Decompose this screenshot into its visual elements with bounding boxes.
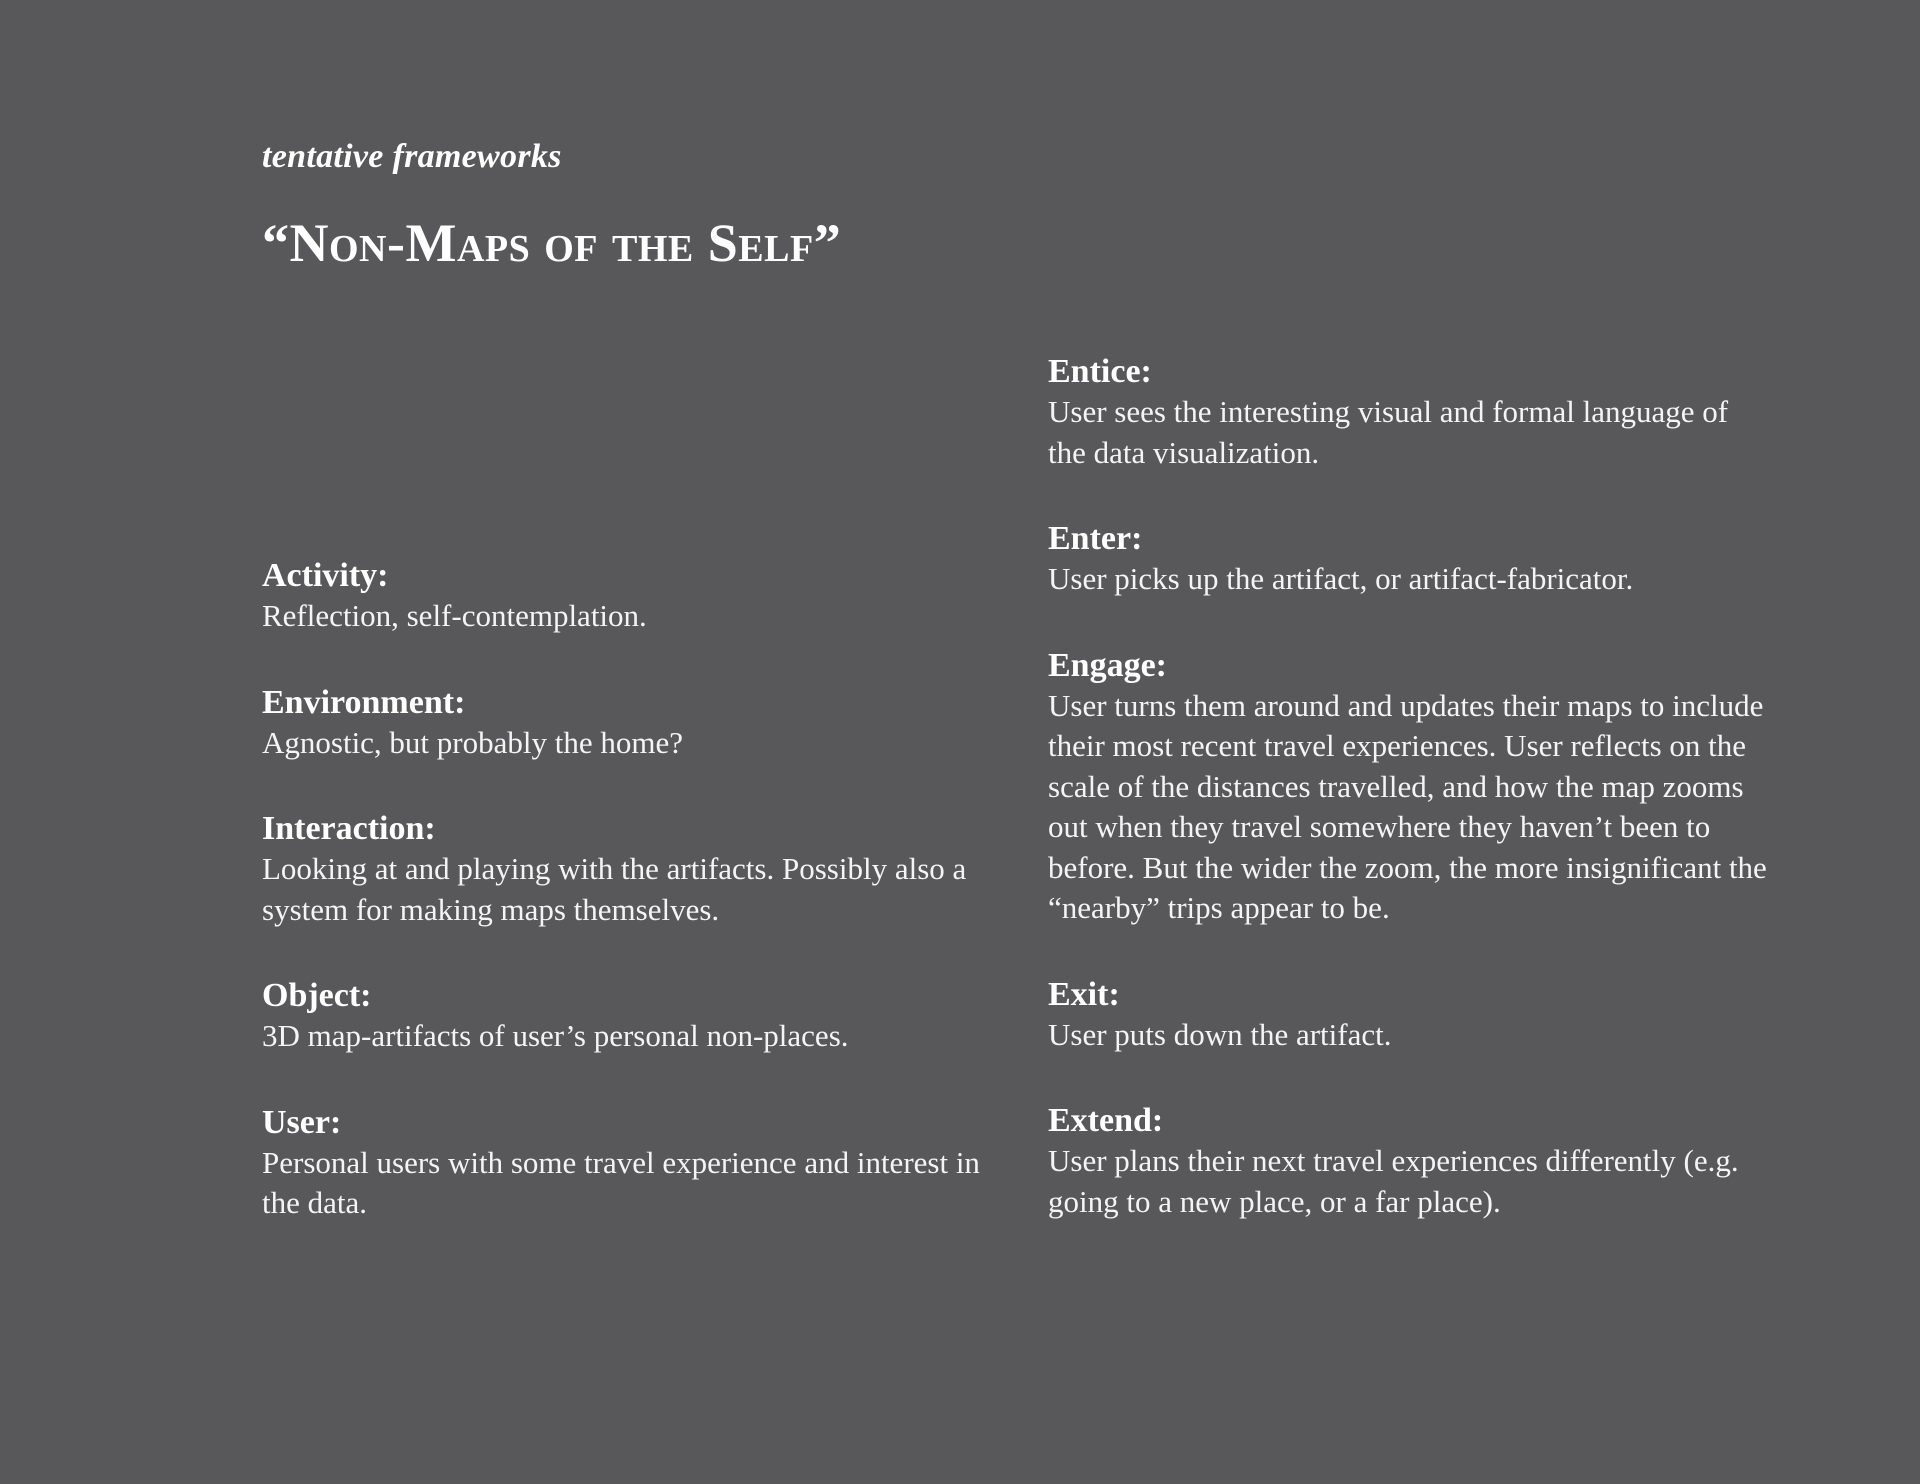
framework-item-extend [1048, 1101, 1768, 1222]
item-description: Personal users with some travel experience and interest in the data. [262, 1144, 980, 1220]
section-kicker: tentative frameworks [262, 138, 562, 175]
framework-item-user [262, 1103, 982, 1224]
item-label: Environment: [262, 683, 466, 721]
item-label: Enter: [1048, 520, 1143, 557]
item-description: User plans their next travel experiences differently (e.g. going to a new place, or a far place). [1048, 1143, 1739, 1219]
item-label: Object: [262, 977, 372, 1014]
item-label: User: [262, 1103, 342, 1141]
framework-item-enter [1048, 519, 1768, 600]
framework-item-object [262, 976, 982, 1057]
item-label: Activity: [262, 557, 389, 594]
item-description: User puts down the artifact. [1048, 1016, 1392, 1052]
item-description: User sees the interesting visual and formal language of the data visualization. [1048, 394, 1729, 470]
item-label: Entice: [1048, 353, 1152, 390]
page-title: “Non-Maps of the Self” [262, 213, 842, 273]
item-description: User picks up the artifact, or artifact-fabricator. [1048, 561, 1634, 596]
framework-item-interaction [262, 809, 982, 930]
framework-item-engage [1048, 646, 1768, 929]
item-label: Exit: [1048, 975, 1120, 1013]
framework-item-activity [262, 556, 982, 637]
framework-item-exit [1048, 975, 1768, 1056]
five-e-framework-column [1048, 352, 1768, 1268]
item-description: Agnostic, but probably the home? [262, 724, 683, 760]
item-description: 3D map-artifacts of user’s personal non-places. [262, 1018, 849, 1053]
aeiou-framework-column [262, 556, 982, 1270]
framework-item-environment [262, 683, 982, 764]
item-description: Reflection, self-contemplation. [262, 598, 647, 633]
item-label: Interaction: [262, 810, 436, 847]
item-description: User turns them around and updates their maps to include their most recent travel experiences. User reflects on the scale of the distances travelled, and how the map zooms out when they travel somewhere they haven’t been to before. But the wider the zoom, the more insignificant the “nearby” trips appear to be. [1048, 687, 1767, 925]
item-label: Engage: [1048, 646, 1167, 684]
framework-item-entice [1048, 352, 1768, 473]
item-description: Looking at and playing with the artifacts. Possibly also a system for making maps themselves. [262, 851, 967, 927]
item-label: Extend: [1048, 1102, 1164, 1139]
